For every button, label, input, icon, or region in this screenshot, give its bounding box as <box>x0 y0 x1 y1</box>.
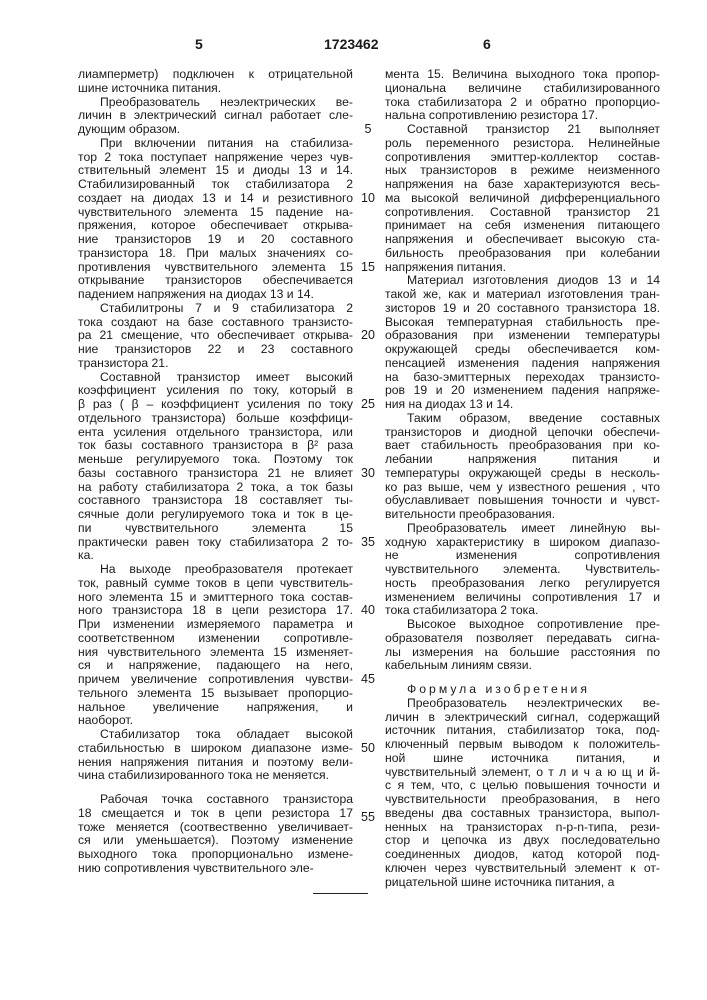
text-line: Стабилизатор тока обладает высокой <box>78 728 353 742</box>
text-line: напряжения питания. <box>385 261 660 275</box>
text-line: тока стабилизатора 2 и обратно пропорцио- <box>385 96 660 110</box>
text-line: ключен через чувствительный элемент к от- <box>385 862 660 876</box>
line-number: 15 <box>356 261 380 275</box>
text-line: тоже меняется (соотвественно увеличивает- <box>78 821 353 835</box>
patent-number: 1723462 <box>324 36 379 52</box>
text-line: стабильностью в широком диапазоне изме- <box>78 742 353 756</box>
text-line: окружающей среды обеспечивается ком- <box>385 343 660 357</box>
text-line: Стабилизированный ток стабилизатора 2 <box>78 178 353 192</box>
text-line: Преобразователь неэлектрических ве- <box>385 697 660 711</box>
text-line: изменением величины сопротивления 17 и <box>385 591 660 605</box>
text-line: практически равен току стабилизатора 2 то- <box>78 536 353 550</box>
text-line: Рабочая точка составного транзистора <box>78 793 353 807</box>
right-page-number: 6 <box>483 36 491 52</box>
paragraph <box>385 522 660 618</box>
text-line: ненных на транзисторах n-p-n-типа, рези- <box>385 821 660 835</box>
claim-paragraph <box>385 697 660 890</box>
text-line: ность преобразования легко регулируется <box>385 577 660 591</box>
text-line: Составной транзистор 21 выполняет <box>385 123 660 137</box>
line-number: 55 <box>356 811 380 825</box>
paragraph <box>78 137 353 302</box>
text-line: кабельным линиям связи. <box>385 659 660 673</box>
text-line: составного транзистора 18 составляет ты- <box>78 494 353 508</box>
paragraph <box>78 68 353 96</box>
text-line: не изменения сопротивления <box>385 549 660 563</box>
text-line: При изменении измеряемого параметра и <box>78 618 353 632</box>
text-line: базы составного транзистора 21 не влияет <box>78 467 353 481</box>
text-line: напряжения и обеспечивает высокую ста- <box>385 233 660 247</box>
line-number: 10 <box>356 192 380 206</box>
text-line: β раз ( β – коэффициент усиления по току <box>78 398 353 412</box>
text-line: с я тем, что, с целью повышения точности и <box>385 779 660 793</box>
text-line: ных транзисторов в режиме неизменного <box>385 164 660 178</box>
text-line: ма высокой величиной дифференциального <box>385 192 660 206</box>
text-line: обуславливает повышения точности и чувст- <box>385 494 660 508</box>
text-line: Высокая температурная стабильность пре- <box>385 316 660 330</box>
text-line: образования при изменении температуры <box>385 329 660 343</box>
text-line: соответственном изменении сопротивле- <box>78 632 353 646</box>
claims-text <box>385 697 660 890</box>
text-line: ходную характеристику в широком диапазо- <box>385 536 660 550</box>
text-line: принимает на себя изменения питающего <box>385 219 660 233</box>
text-line: дующим образом. <box>78 123 353 137</box>
paragraph <box>78 563 353 728</box>
text-line: лиамперметр) подключен к отрицательной <box>78 68 353 82</box>
text-line: ента усиления отдельного транзистора, или <box>78 426 353 440</box>
text-line: тока стабилизатора 2 тока. <box>385 604 660 618</box>
text-line: на работу стабилизатора 2 тока, а ток базы <box>78 481 353 495</box>
text-line: роль переменного резистора. Нелинейные <box>385 137 660 151</box>
text-line: 18 смещается и ток в цепи резистора 17 <box>78 807 353 821</box>
text-line: Преобразователь неэлектрических ве- <box>78 96 353 110</box>
text-line: Преобразователь имеет линейную вы- <box>385 522 660 536</box>
text-line: вительности преобразования. <box>385 508 660 522</box>
text-line: наоборот. <box>78 714 353 728</box>
text-line: тор 2 тока поступает напряжение через чув- <box>78 151 353 165</box>
text-line: ка. <box>78 549 353 563</box>
text-line: ко раз выше, чем у известного решения , что <box>385 481 660 495</box>
text-line: создает на диодах 13 и 14 и резистивного <box>78 192 353 206</box>
line-number: 30 <box>356 467 380 481</box>
text-line: соединенных диодов, катод которой под- <box>385 848 660 862</box>
text-line: ров 19 и 20 изменением падения напряже- <box>385 384 660 398</box>
text-line: шине источника питания. <box>78 82 353 96</box>
text-line: пряжения, которое обеспечивает открыва- <box>78 219 353 233</box>
text-line: отдельного транзистора) больше коэффици- <box>78 412 353 426</box>
text-line: чувствительного элемента 15 падение на- <box>78 206 353 220</box>
claims-heading: Формула изобретения <box>385 683 660 697</box>
text-line: температуры окружающей среды в несколь- <box>385 467 660 481</box>
text-line: ток, равный сумме токов в цепи чувствитель- <box>78 577 353 591</box>
text-line: выходного тока пропорционально измене- <box>78 848 353 862</box>
text-line: ного транзистора 18 в цепи резистора 17. <box>78 604 353 618</box>
text-line: ние транзисторов 19 и 20 составного <box>78 233 353 247</box>
description-continued <box>385 68 660 673</box>
text-line: на базо-эмиттерных переходах транзисто- <box>385 371 660 385</box>
column-end-rule <box>313 893 368 894</box>
text-line: личин в электрический сигнал работает сле- <box>78 109 353 123</box>
text-line: введены два составных транзистора, выпол- <box>385 807 660 821</box>
text-line: вает стабильность преобразования при ко- <box>385 439 660 453</box>
text-line: тока создают на базе составного транзисто- <box>78 316 353 330</box>
text-line: чина стабилизированного тока не меняется. <box>78 769 353 783</box>
text-line: пенсацией изменения падения напряжения <box>385 357 660 371</box>
paragraph <box>385 412 660 522</box>
text-line: лы измерения на большие расстояния по <box>385 646 660 660</box>
text-line: Составной транзистор имеет высокий <box>78 371 353 385</box>
text-line: ток базы составного транзистора в β² раза <box>78 439 353 453</box>
text-line: бильность преобразования при колебании <box>385 247 660 261</box>
text-line: нальна сопротивлению резистора 17. <box>385 109 660 123</box>
text-line: сопротивления. Составной транзистор 21 <box>385 206 660 220</box>
text-line: транзисторов и диодной цепочки обеспечи- <box>385 426 660 440</box>
text-line: транзистора 21. <box>78 357 353 371</box>
text-line: ся или уменьшается). Поэтому изменение <box>78 834 353 848</box>
paragraph <box>78 302 353 371</box>
text-line: чувствительного элемента. Чувствитель- <box>385 563 660 577</box>
text-line: образователя позволяет передавать сигна- <box>385 632 660 646</box>
text-line: лебании напряжения питания и <box>385 453 660 467</box>
left-page-number: 5 <box>195 36 203 52</box>
text-line: падением напряжения на диодах 13 и 14. <box>78 288 353 302</box>
text-line: чувствительности преобразования, в него <box>385 793 660 807</box>
text-line: На выходе преобразователя протекает <box>78 563 353 577</box>
text-line: стор и цепочка из двух последовательно <box>385 834 660 848</box>
text-line: противления чувствительного элемента 15 <box>78 261 353 275</box>
line-number: 40 <box>356 604 380 618</box>
line-number: 20 <box>356 329 380 343</box>
text-line: сопротивления эмиттер-коллектор состав- <box>385 151 660 165</box>
text-line: ния на диодах 13 и 14. <box>385 398 660 412</box>
text-line: ние транзисторов 22 и 23 составного <box>78 343 353 357</box>
text-line: рицательной шине источника питания, а <box>385 876 660 890</box>
line-number: 5 <box>356 123 380 137</box>
text-line: открывание транзисторов обеспечивается <box>78 274 353 288</box>
text-line: мента 15. Величина выходного тока пропор- <box>385 68 660 82</box>
text-line: циональна величине стабилизированного <box>385 82 660 96</box>
paragraph <box>385 618 660 673</box>
text-line: Высокое выходное сопротивление пре- <box>385 618 660 632</box>
text-line: транзистора 18. При малых значениях со- <box>78 247 353 261</box>
text-line: чувствительный элемент, о т л и ч а ю щ и й- <box>385 766 660 780</box>
line-number: 35 <box>356 536 380 550</box>
paragraph <box>78 793 353 876</box>
text-line: нения напряжения питания и поэтому вели- <box>78 756 353 770</box>
text-line: ствительный элемент 15 и диоды 13 и 14. <box>78 164 353 178</box>
paragraph <box>385 274 660 412</box>
text-line: зисторов 19 и 20 составного транзистора 18. <box>385 302 660 316</box>
text-line: источник питания, стабилизатор тока, под- <box>385 724 660 738</box>
text-line: причем увеличение сопротивления чувстви- <box>78 673 353 687</box>
text-line: меньше регулируемого тока. Поэтому ток <box>78 453 353 467</box>
paragraph <box>78 371 353 564</box>
text-line: При включении питания на стабилиза- <box>78 137 353 151</box>
text-line: сячные доли регулируемого тока и ток в це- <box>78 508 353 522</box>
text-line: ния чувствительного элемента 15 изменяет- <box>78 646 353 660</box>
text-line: ного элемента 15 и эмиттерного тока состав- <box>78 591 353 605</box>
paragraph <box>385 68 660 123</box>
right-column <box>385 68 660 889</box>
text-line: нию сопротивления чувствительного эле- <box>78 862 353 876</box>
text-line: Таким образом, введение составных <box>385 412 660 426</box>
paragraph <box>385 123 660 274</box>
text-line: ся и напряжение, падающего на него, <box>78 659 353 673</box>
left-column <box>78 68 353 876</box>
text-line: пи чувствительного элемента 15 <box>78 522 353 536</box>
line-number: 45 <box>356 673 380 687</box>
text-line: такой же, как и материал изготовления тран- <box>385 288 660 302</box>
text-line: тельного элемента 15 вызывает пропорцио- <box>78 687 353 701</box>
text-line: Стабилитроны 7 и 9 стабилизатора 2 <box>78 302 353 316</box>
line-number: 25 <box>356 398 380 412</box>
text-line: личин в электрический сигнал, содержащий <box>385 711 660 725</box>
text-line: напряжения на базе характеризуются весь- <box>385 178 660 192</box>
text-line: Материал изготовления диодов 13 и 14 <box>385 274 660 288</box>
paragraph <box>78 728 353 783</box>
text-line: ной шине источника питания, и <box>385 752 660 766</box>
text-line: коэффициент усиления по току, который в <box>78 384 353 398</box>
line-number: 50 <box>356 742 380 756</box>
text-line: ра 21 смещение, что обеспечивает открыва- <box>78 329 353 343</box>
paragraph <box>78 96 353 137</box>
text-line: нальное увеличение напряжения, и <box>78 701 353 715</box>
text-line: ключенный первым выводом к положитель- <box>385 738 660 752</box>
